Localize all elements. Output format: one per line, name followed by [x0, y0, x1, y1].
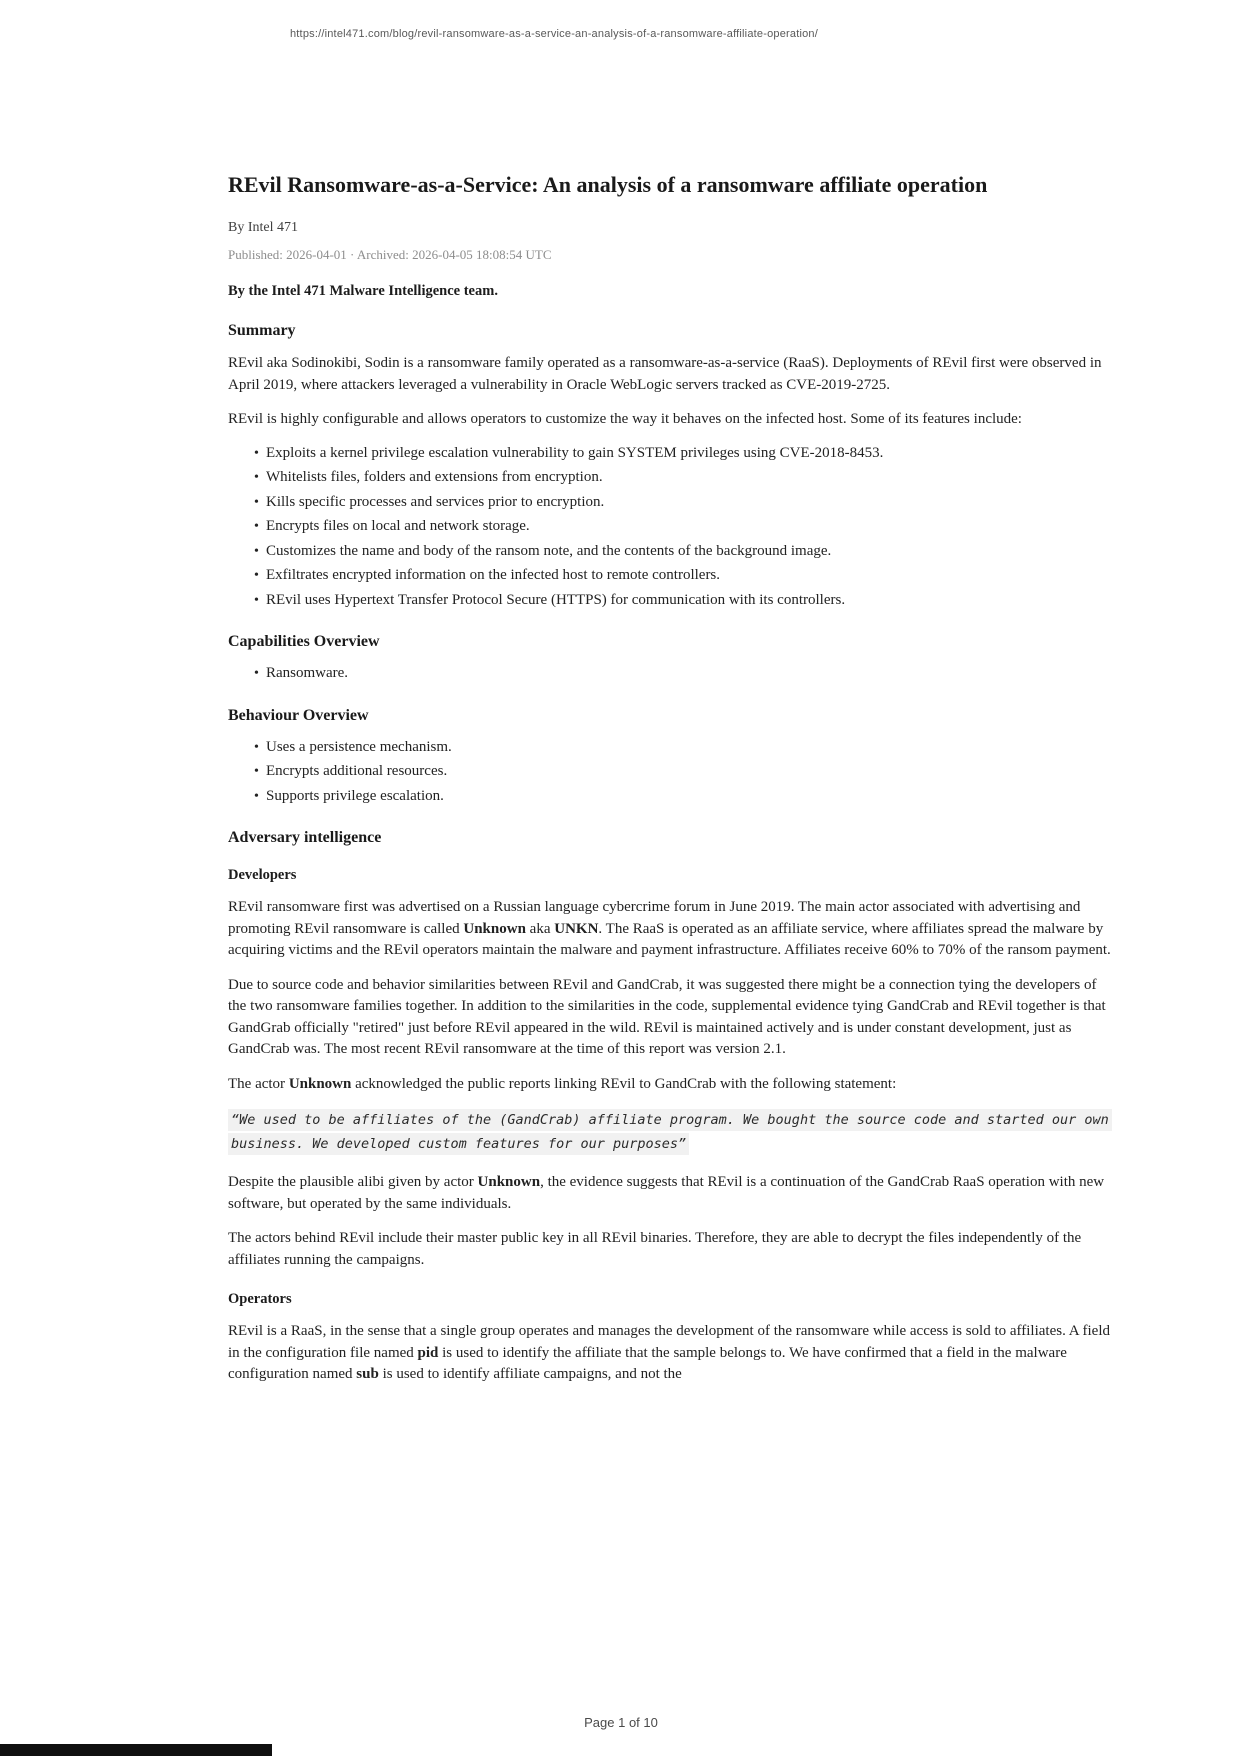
- capability-item: • Ransomware.: [228, 663, 1118, 685]
- developers-paragraph-4: [228, 1172, 1118, 1215]
- heading-adversary-intelligence: Adversary intelligence: [228, 829, 382, 846]
- actor-alias-unkn: UNKN: [554, 920, 599, 937]
- feature-item: • Whitelists files, folders and extensions from encryption.: [228, 467, 1118, 489]
- behaviour-item: • Uses a persistence mechanism.: [228, 737, 1118, 759]
- actor-name-unknown: Unknown: [477, 1174, 541, 1190]
- summary-paragraph-1: REvil aka Sodinokibi, Sodin is a ransomware family operated as a ransomware-as-a-service (RaaS). Deployments of REvil first were observed in April 2019, where attackers leveraged a vulnerability in Oracle WebLogic servers tracked as CVE-2019-2725.: [228, 355, 1102, 393]
- behaviour-item: • Supports privilege escalation.: [228, 786, 1118, 808]
- text-run: REvil ransomware first was advertised on a Russian language cybercrime forum in June 2019. The main actor associated with advertising and promoting REvil ransomware is called: [228, 899, 1081, 937]
- feature-item: • Kills specific processes and services prior to encryption.: [228, 492, 1118, 514]
- page-title: REvil Ransomware-as-a-Service: An analysis of a ransomware affiliate operation: [228, 172, 988, 197]
- developers-paragraph-3: [228, 1074, 1118, 1096]
- quote-text: “We used to be affiliates of the (GandCrab) affiliate program. We bought the source code and started our own business. We developed custom features for our purposes”: [228, 1109, 1112, 1155]
- heading-behaviour-overview: Behaviour Overview: [228, 706, 369, 724]
- feature-item: • Customizes the name and body of the ransom note, and the contents of the background image.: [228, 541, 1118, 563]
- config-field-pid: pid: [417, 1344, 439, 1361]
- features-list: [228, 443, 1118, 612]
- heading-developers: Developers: [228, 867, 297, 883]
- behaviour-item: • Encrypts additional resources.: [228, 761, 1118, 783]
- text-run: aka: [525, 920, 555, 937]
- capabilities-list: [228, 663, 1118, 685]
- developers-paragraph-1: [228, 897, 1118, 962]
- text-run: REvil is a RaaS, in the sense that a single group operates and manages the development of the ransomware while access is sold to affiliates. A field in the configuration file named: [228, 1323, 1110, 1361]
- heading-capabilities-overview: Capabilities Overview: [228, 633, 380, 650]
- developers-paragraph-5: The actors behind REvil include their master public key in all REvil binaries. Therefore, they are able to decrypt the files independently of the affiliates running the campaigns.: [228, 1230, 1082, 1268]
- team-credit-line: By the Intel 471 Malware Intelligence team.: [228, 283, 498, 299]
- actor-name-unknown: Unknown: [463, 920, 526, 937]
- next-page-fragment: [0, 1744, 272, 1756]
- print-header-url: https://intel471.com/blog/revil-ransomware-as-a-service-an-analysis-of-a-ransomware-affiliate-operation/: [289, 28, 819, 40]
- text-run: , the evidence suggests that REvil is a continuation of the GandCrab RaaS operation with new software, but operated by the same individuals.: [228, 1174, 1105, 1212]
- operators-paragraph-1: [228, 1321, 1118, 1386]
- feature-item: • Exploits a kernel privilege escalation vulnerability to gain SYSTEM privileges using CVE-2018-8453.: [228, 443, 1118, 465]
- feature-item: • Encrypts files on local and network storage.: [228, 516, 1118, 538]
- byline: By Intel 471: [228, 220, 298, 235]
- developers-paragraph-2: Due to source code and behavior similarities between REvil and GandCrab, it was suggested there might be a connection tying the developers of the two ransomware families together. In addition to the similarities in the code, supplemental evidence tying GandCrab and REvil together is that GandGrab officially "retired" just before REvil appeared in the wild. REvil is maintained actively and is under constant development, just as GandCrab was. The most recent REvil ransomware at the time of this report was version 2.1.: [228, 976, 1106, 1057]
- heading-operators: Operators: [228, 1291, 292, 1307]
- summary-paragraph-2: REvil is highly configurable and allows operators to customize the way it behaves on the infected host. Some of its features include:: [228, 411, 1022, 427]
- text-run: is used to identify affiliate campaigns, and not the: [378, 1366, 682, 1382]
- text-run: Despite the plausible alibi given by actor: [228, 1174, 478, 1190]
- article: [228, 168, 1118, 1386]
- text-run: . The RaaS is operated as an affiliate service, where affiliates spread the malware by acquiring victims and the REvil operators maintain the malware and payment infrastructure. Affiliates receive 60% to 70% of the ransom payment.: [228, 920, 1111, 958]
- feature-item: • Exfiltrates encrypted information on the infected host to remote controllers.: [228, 565, 1118, 587]
- config-field-sub: sub: [356, 1366, 379, 1382]
- text-run: acknowledged the public reports linking REvil to GandCrab with the following statement:: [351, 1075, 897, 1092]
- feature-item: • REvil uses Hypertext Transfer Protocol Secure (HTTPS) for communication with its controllers.: [228, 590, 1118, 612]
- quote-block: [228, 1108, 1118, 1156]
- behaviour-list: [228, 737, 1118, 808]
- published-line: Published: 2026-04-01 · Archived: 2026-04-05 18:08:54 UTC: [228, 247, 552, 262]
- text-run: The actor: [228, 1075, 289, 1092]
- text-run: is used to identify the affiliate that the sample belongs to. We have confirmed that a field in the malware configuration named: [228, 1344, 1067, 1382]
- actor-name-unknown: Unknown: [288, 1075, 352, 1092]
- page-number: Page 1 of 10: [584, 1715, 658, 1730]
- heading-summary: Summary: [228, 322, 296, 339]
